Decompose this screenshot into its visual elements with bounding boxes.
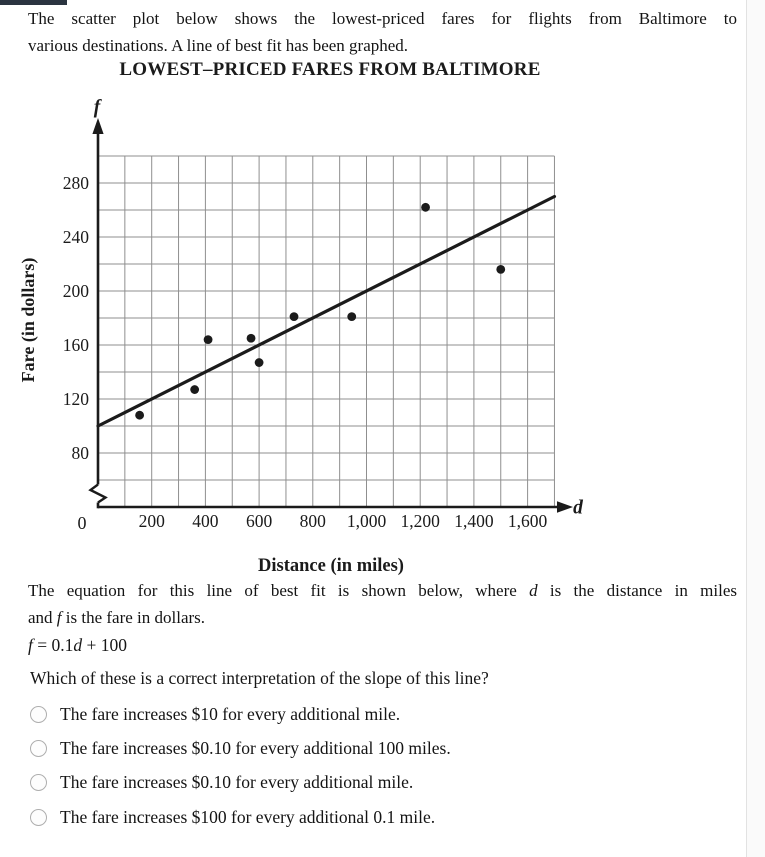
- x-axis-arrow-icon: [557, 501, 573, 513]
- options-list: [30, 697, 730, 835]
- data-point: [290, 312, 299, 321]
- intro-line: various destinations. A line of best fit has been graphed.: [28, 36, 409, 55]
- y-axis-symbol: f: [93, 97, 101, 118]
- scatter-plot: [0, 90, 620, 590]
- x-tick-label: 400: [192, 511, 219, 531]
- data-point: [247, 334, 256, 343]
- intro-paragraph: [28, 5, 737, 59]
- option-row[interactable]: [30, 731, 730, 765]
- equation-intro-paragraph: [28, 577, 737, 631]
- chart-title: LOWEST–PRICED FARES FROM BALTIMORE: [119, 59, 541, 80]
- option-row[interactable]: [30, 697, 730, 731]
- data-point: [255, 358, 264, 367]
- radio-button[interactable]: [30, 809, 47, 826]
- x-tick-label: 1,400: [454, 511, 494, 531]
- data-point: [135, 411, 144, 420]
- y-tick-label: 200: [62, 281, 89, 302]
- radio-button[interactable]: [30, 740, 47, 757]
- option-label: The fare increases $100 for every additional 0.1 mile.: [60, 806, 436, 827]
- best-fit-equation: f = 0.1d + 100: [28, 635, 127, 655]
- data-point: [347, 312, 356, 321]
- question-text: Which of these is a correct interpretation of the slope of this line?: [30, 668, 489, 688]
- y-tick-label: 240: [62, 227, 89, 248]
- equation-intro-line: and f is the fare in dollars.: [28, 608, 206, 627]
- y-axis-break-icon: [91, 485, 106, 503]
- y-tick-label: 280: [62, 173, 89, 194]
- radio-button[interactable]: [30, 706, 47, 723]
- origin-label: 0: [77, 513, 87, 533]
- data-point: [421, 203, 430, 212]
- x-tick-label: 1,000: [346, 511, 387, 531]
- x-axis-title: Distance (in miles): [258, 556, 404, 576]
- data-point: [190, 385, 199, 394]
- equation-intro-line: The equation for this line of best fit is shown below, where d is the distance in miles: [28, 581, 737, 600]
- intro-line: The scatter plot below shows the lowest-priced fares for flights from Baltimore to: [28, 9, 737, 28]
- x-tick-label: 600: [245, 511, 273, 531]
- radio-button[interactable]: [30, 774, 47, 791]
- x-tick-label: 800: [299, 511, 326, 531]
- x-tick-label: 1,600: [507, 511, 548, 531]
- x-tick-label: 1,200: [400, 511, 440, 531]
- data-point: [496, 265, 505, 274]
- option-label: The fare increases $10 for every additional mile.: [60, 703, 401, 724]
- y-axis-title: Fare (in dollars): [18, 257, 38, 383]
- y-tick-label: 120: [62, 389, 89, 410]
- data-point: [204, 335, 213, 344]
- option-row[interactable]: [30, 766, 730, 800]
- y-tick-label: 160: [62, 335, 89, 356]
- option-row[interactable]: [30, 800, 730, 834]
- x-axis-symbol: d: [573, 497, 583, 519]
- scrollbar-gutter: [746, 0, 765, 857]
- y-tick-label: 80: [71, 443, 89, 464]
- y-axis-arrow-icon: [92, 118, 103, 134]
- x-tick-label: 200: [138, 511, 165, 531]
- best-fit-line: [98, 197, 554, 427]
- option-label: The fare increases $0.10 for every additional 100 miles.: [60, 738, 451, 759]
- option-label: The fare increases $0.10 for every additional mile.: [60, 772, 414, 793]
